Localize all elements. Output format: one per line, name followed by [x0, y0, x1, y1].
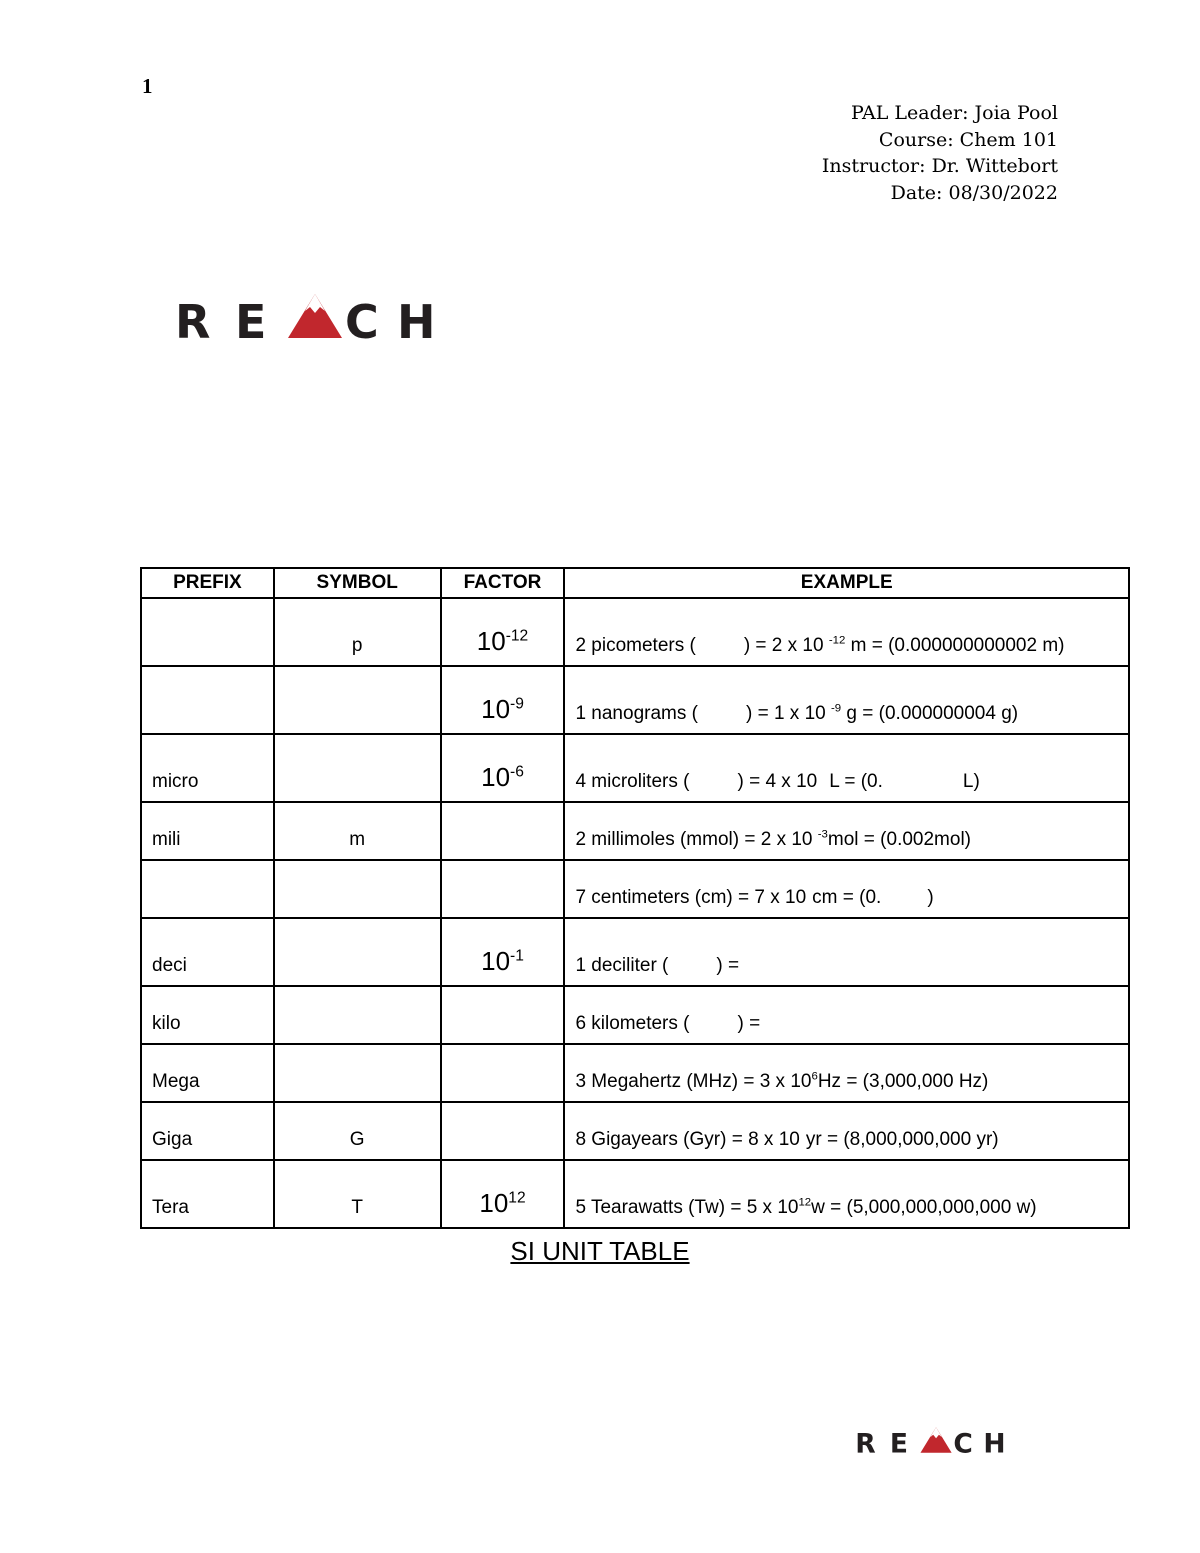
- reach-logo-small: [840, 1425, 1035, 1455]
- header-prefix: PREFIX: [141, 568, 274, 598]
- factor-cell: $10^{-1}$: [441, 918, 565, 986]
- course: Course: Chem 101: [878, 128, 1058, 151]
- example-cell: 1 nanograms ( ) = 1 x 10 $^{-9}$ g = (0.000000004 g): [564, 666, 1129, 734]
- prefix-cell: mili: [141, 802, 274, 860]
- example-cell: 2 millimoles (mmol) = 2 x 10 $^{-3}$mol = (0.002mol): [564, 802, 1129, 860]
- factor-cell: $10^{-12}$: [441, 598, 565, 666]
- prefix-cell: Giga: [141, 1102, 274, 1160]
- table-row: [141, 666, 1129, 734]
- symbol-cell: [274, 1044, 441, 1102]
- prefix-cell: [141, 666, 274, 734]
- symbol-cell: G: [274, 1102, 441, 1160]
- prefix-cell: [141, 598, 274, 666]
- svg-text:C: C: [345, 295, 379, 342]
- table-row: [141, 860, 1129, 918]
- svg-text:C: C: [953, 1428, 973, 1455]
- symbol-cell: [274, 986, 441, 1044]
- svg-text:E: E: [235, 295, 267, 342]
- factor-cell: $10^{-6}$: [441, 734, 565, 802]
- table-row: [141, 802, 1129, 860]
- header-factor: FACTOR: [441, 568, 565, 598]
- header-example: EXAMPLE: [564, 568, 1129, 598]
- instructor: Instructor: Dr. Wittebort: [821, 155, 1058, 177]
- page-number: 1: [142, 74, 153, 98]
- prefix-cell: deci: [141, 918, 274, 986]
- example-cell: 2 picometers ( ) = 2 x 10 $^{-12}$ m = (0.000000000002 m): [564, 598, 1129, 666]
- date: Date: 08/30/2022: [890, 181, 1058, 204]
- table-row: [141, 734, 1129, 802]
- prefix-cell: kilo: [141, 986, 274, 1044]
- svg-text:H: H: [397, 295, 436, 342]
- prefix-cell: Tera: [141, 1160, 274, 1228]
- factor-cell: [441, 1102, 565, 1160]
- header-symbol: SYMBOL: [274, 568, 441, 598]
- symbol-cell: [274, 734, 441, 802]
- symbol-cell: [274, 918, 441, 986]
- svg-text:H: H: [983, 1428, 1006, 1455]
- svg-text:R: R: [855, 1428, 876, 1455]
- table-row: [141, 1102, 1129, 1160]
- factor-cell: [441, 1044, 565, 1102]
- factor-cell: $10^{-9}$: [441, 666, 565, 734]
- example-cell: 7 centimeters (cm) = 7 x 10 cm = (0. ): [564, 860, 1129, 918]
- table-row: [141, 598, 1129, 666]
- example-cell: 6 kilometers ( ) =: [564, 986, 1129, 1044]
- example-cell: 8 Gigayears (Gyr) = 8 x 10 yr = (8,000,000,000 yr): [564, 1102, 1129, 1160]
- table-header-row: [141, 568, 1129, 598]
- prefix-cell: Mega: [141, 1044, 274, 1102]
- symbol-cell: [274, 860, 441, 918]
- table-row: [141, 918, 1129, 986]
- svg-text:R: R: [175, 295, 211, 342]
- symbol-cell: m: [274, 802, 441, 860]
- factor-cell: $10^{12}$: [441, 1160, 565, 1228]
- prefix-cell: micro: [141, 734, 274, 802]
- reach-logo: [175, 290, 460, 342]
- symbol-cell: [274, 666, 441, 734]
- factor-cell: [441, 802, 565, 860]
- factor-cell: [441, 986, 565, 1044]
- symbol-cell: T: [274, 1160, 441, 1228]
- table-row: [141, 1160, 1129, 1228]
- table-row: [141, 986, 1129, 1044]
- symbol-cell: p: [274, 598, 441, 666]
- example-cell: 1 deciliter ( ) =: [564, 918, 1129, 986]
- header-block: [822, 100, 1058, 206]
- table-caption: SI UNIT TABLE: [510, 1236, 690, 1266]
- example-cell: 3 Megahertz (MHz) = 3 x $10^6Hz = (3,000,000$ Hz): [564, 1044, 1129, 1102]
- prefix-cell: [141, 860, 274, 918]
- example-cell: 5 Tearawatts (Tw) = 5 x $10^{12}w = (5,000,000,000,000$ w): [564, 1160, 1129, 1228]
- si-unit-table: [140, 567, 1130, 1229]
- table-row: [141, 1044, 1129, 1102]
- factor-cell: [441, 860, 565, 918]
- svg-text:E: E: [889, 1428, 909, 1455]
- pal-leader: PAL Leader: Joia Pool: [850, 102, 1058, 124]
- example-cell: 4 microliters ( ) = 4 x 10 L = (0. L): [564, 734, 1129, 802]
